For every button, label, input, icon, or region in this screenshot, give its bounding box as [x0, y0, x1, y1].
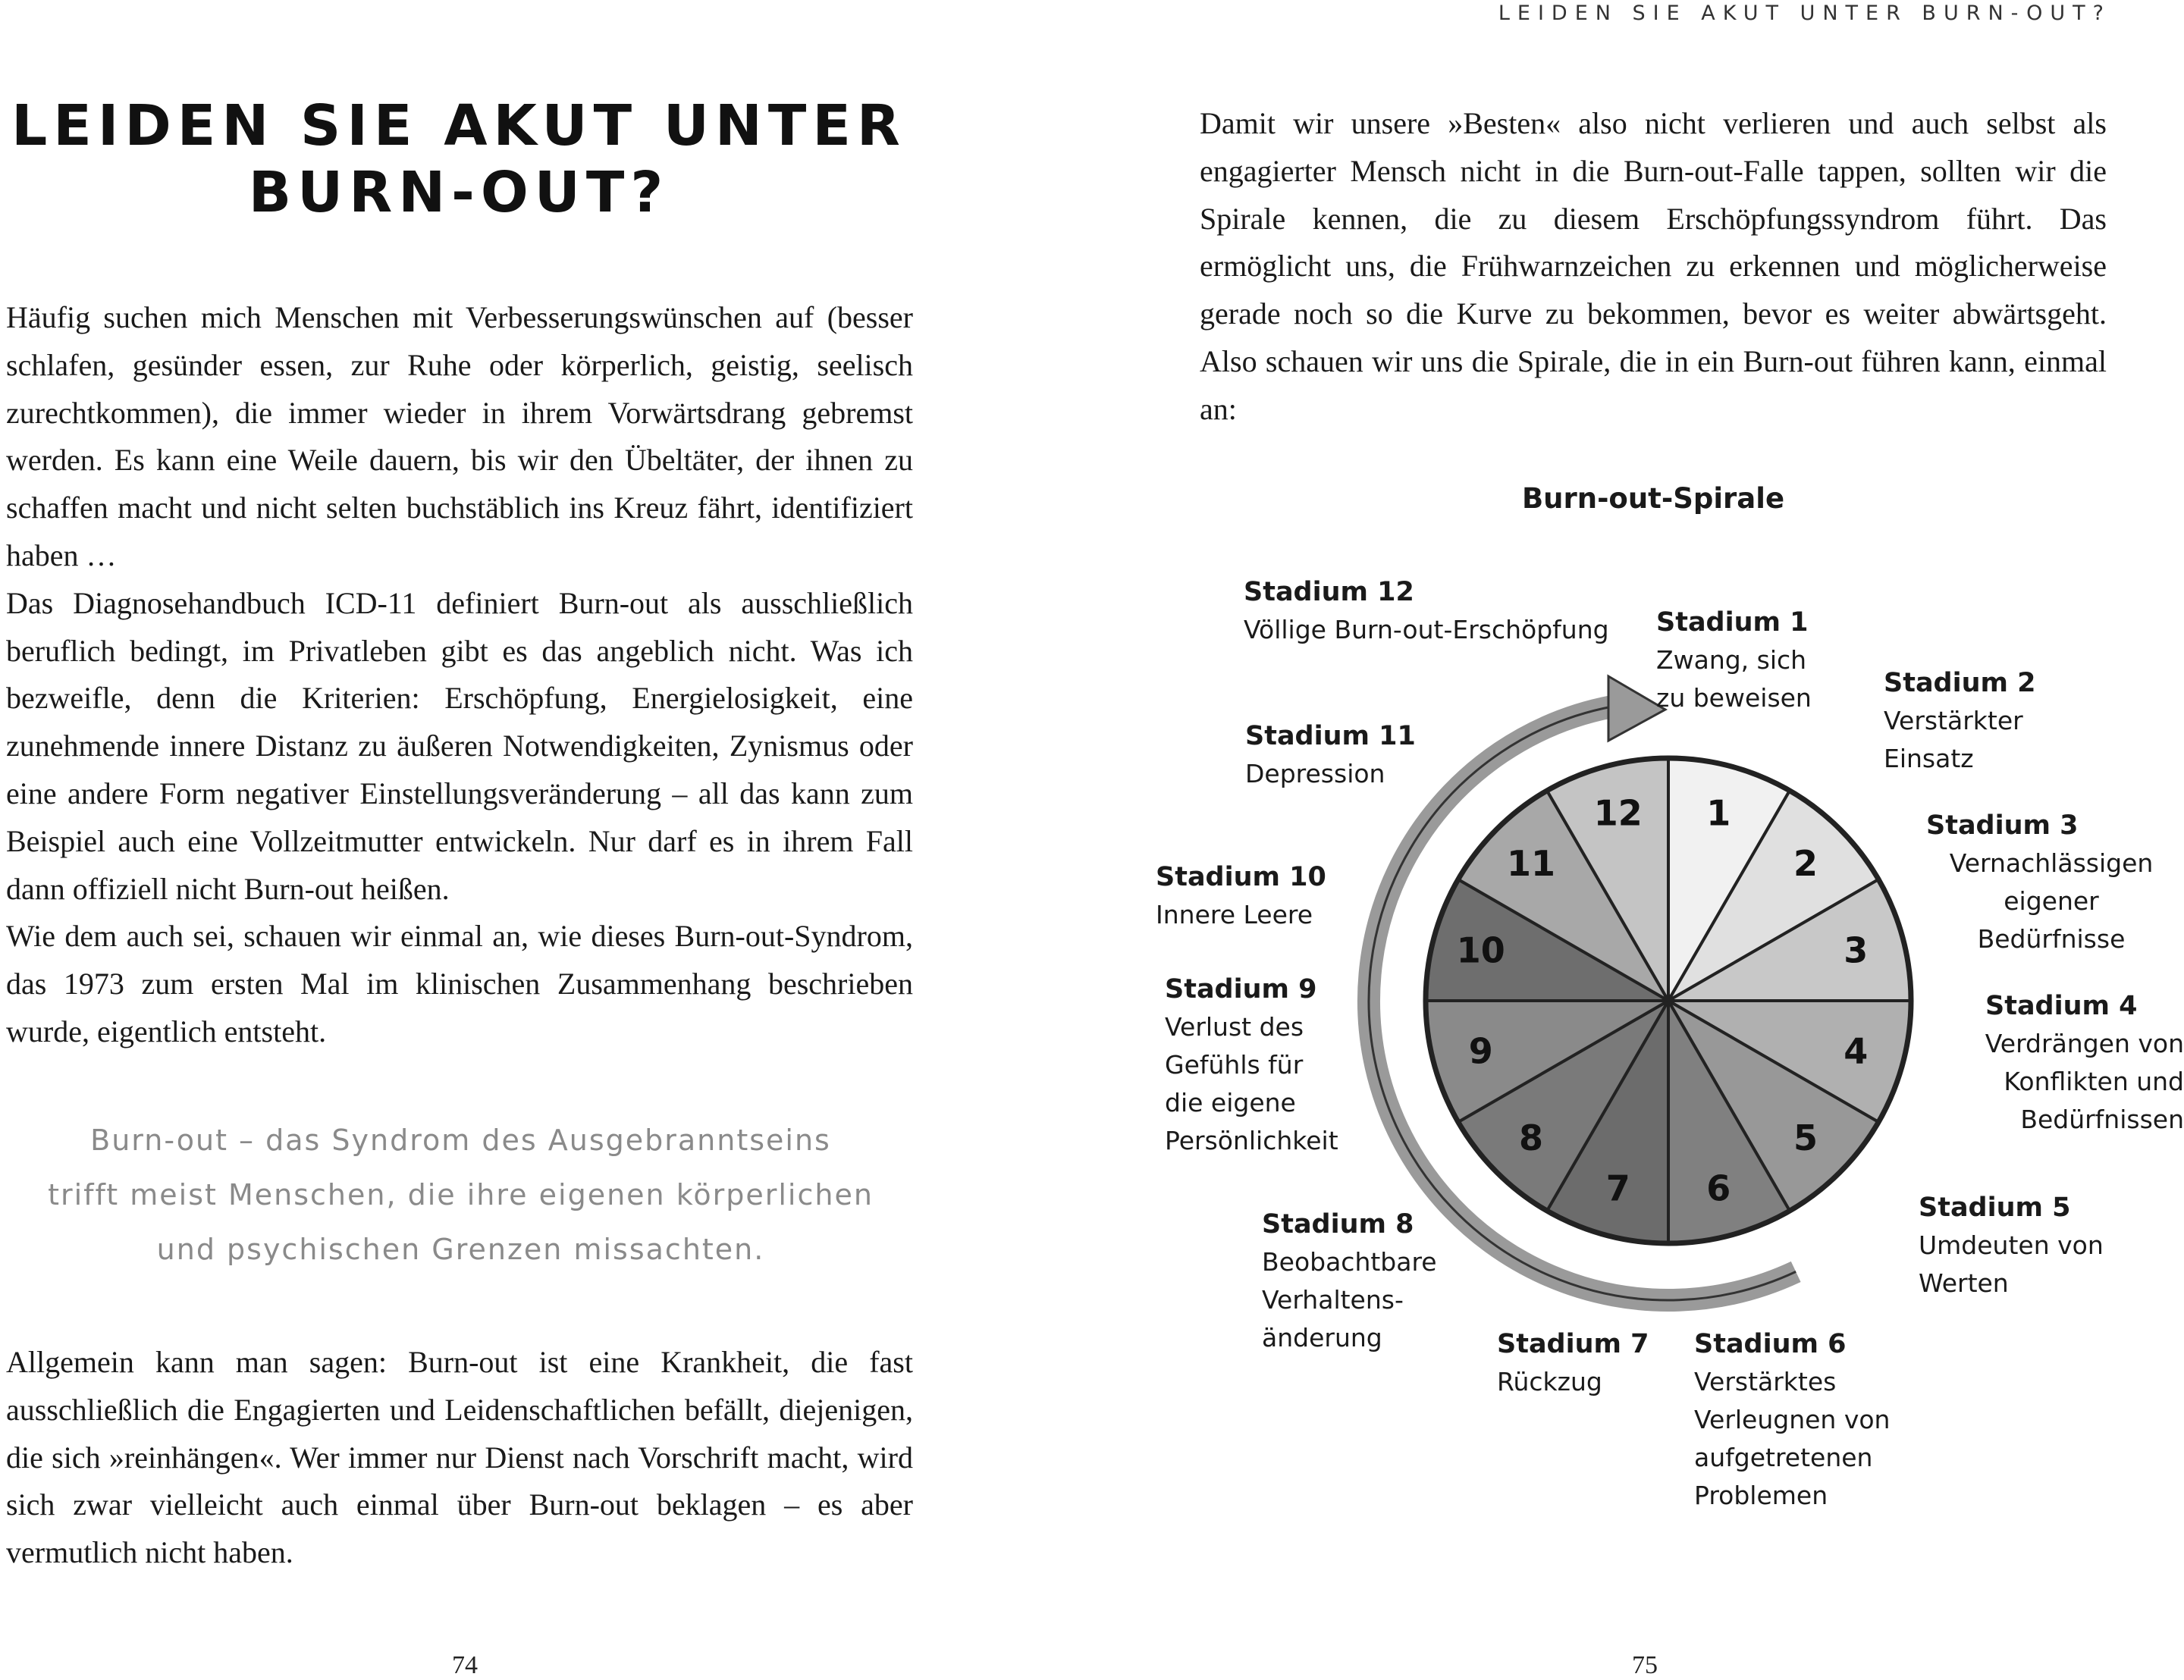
stage-3-desc-2: eigener — [2004, 886, 2099, 916]
page-number-left: 74 — [452, 1651, 478, 1679]
pull-quote-line-2: trifft meist Menschen, die ihre eigenen körperlichen — [48, 1178, 874, 1211]
stage-label-6 — [1694, 1325, 1890, 1515]
stage-9-desc-2: Gefühls für — [1165, 1050, 1304, 1080]
stage-9-name: Stadium 9 — [1165, 974, 1317, 1005]
right-paragraph-1: Damit wir unsere »Besten« also nicht verlieren und auch selbst als engagierter Mensch nicht in die Burn-out-Falle tappen, sollten wir die Spirale kennen, die zu diesem Erschöpfungssyndrom führt. Das ermöglicht uns, die Frühwarnzeichen zu erkennen und möglicherweise gerade noch so die Kurve zu bekommen, bevor es weiter abwärtsgeht. Also schauen wir uns die Spirale, die in ein Burn-out führen kann, einmal an: — [1200, 106, 2107, 426]
stage-8-desc-3: änderung — [1262, 1323, 1382, 1352]
wheel-segment-label-6: 6 — [1706, 1168, 1731, 1209]
left-paragraph-1: Häufig suchen mich Menschen mit Verbesserungswünschen auf (besser schlafen, gesünder essen, zur Ruhe oder körperlich, geistig, seelisch zurechtkommen), die immer wieder in ihrem Vorwärtsdrang gebremst werden. Es kann eine Weile dauern, bis wir den Übeltäter, der ihnen zu schaffen macht und nicht selten buchstäblich ins Kreuz fährt, identifiziert haben … — [6, 300, 913, 572]
stage-2-desc-1: Verstärkter — [1884, 706, 2023, 735]
stage-4-desc-2: Konflikten und — [2004, 1067, 2184, 1096]
stage-9-desc-1: Verlust des — [1165, 1012, 1304, 1042]
stage-6-desc-4: Problemen — [1694, 1481, 1828, 1510]
left-paragraph-3: Wie dem auch sei, schauen wir einmal an, wie dieses Burn-out-Syndrom, das 1973 zum ersten Mal im klinischen Zusammenhang beschrieben wurde, eigentlich entsteht. — [6, 919, 913, 1048]
right-body-block — [1200, 100, 2107, 434]
pull-quote-line-1: Burn-out – das Syndrom des Ausgebranntseins — [90, 1124, 831, 1157]
stage-7-desc-1: Rückzug — [1497, 1367, 1602, 1396]
left-paragraph-4: Allgemein kann man sagen: Burn-out ist eine Krankheit, die fast ausschließlich die Engagierten und Leidenschaftlichen befällt, diejenigen, die sich »reinhängen«. Wer immer nur Dienst nach Vorschrift macht, wird sich zwar vielleicht auch einmal über Burn-out beklagen – es aber vermutlich nicht haben. — [6, 1345, 913, 1570]
stage-2-name: Stadium 2 — [1884, 668, 2036, 698]
stage-4-name: Stadium 4 — [1985, 991, 2138, 1021]
left-paragraph-2: Das Diagnosehandbuch ICD-11 definiert Burn-out als ausschließlich beruflich bedingt, im Privatleben gibt es das angeblich nicht. Was ich bezweifle, denn die Kriterien: Erschöpfung, Energielosigkeit, eine zunehmende innere Distanz zu äußeren Notwendigkeiten, Zynismus oder eine andere Form negativer Einstellungsveränderung – all das kann zum Beispiel auch eine Vollzeitmutter entwickeln. Nur darf es in ihrem Fall dann offiziell nicht Burn-out heißen. — [6, 585, 913, 906]
page-title-line-2: BURN-OUT? — [248, 160, 670, 225]
stage-8-name: Stadium 8 — [1262, 1209, 1414, 1240]
stage-wheel — [1426, 758, 1911, 1243]
stage-10-desc-1: Innere Leere — [1156, 900, 1313, 929]
stage-9-desc-4: Persönlichkeit — [1165, 1126, 1338, 1155]
stage-6-desc-1: Verstärktes — [1694, 1367, 1837, 1396]
stage-label-1 — [1656, 603, 1812, 717]
left-body-block-1 — [6, 294, 913, 1056]
stage-1-name: Stadium 1 — [1656, 607, 1809, 638]
wheel-segment-label-9: 9 — [1468, 1030, 1493, 1072]
stage-6-name: Stadium 6 — [1694, 1329, 1847, 1359]
stage-12-desc-1: Völlige Burn-out-Erschöpfung — [1244, 615, 1609, 644]
stage-label-8 — [1262, 1205, 1437, 1357]
stage-label-11 — [1245, 717, 1416, 793]
stage-12-name: Stadium 12 — [1244, 577, 1414, 607]
wheel-segment-label-7: 7 — [1605, 1168, 1630, 1209]
wheel-segment-label-12: 12 — [1593, 792, 1643, 834]
stage-label-3 — [1926, 807, 2176, 958]
pull-quote-line-3: und psychischen Grenzen missachten. — [156, 1233, 765, 1266]
wheel-segment-label-10: 10 — [1456, 929, 1505, 971]
stage-11-desc-1: Depression — [1245, 759, 1385, 788]
stage-6-desc-2: Verleugnen von — [1694, 1405, 1891, 1434]
page-number-right: 75 — [1632, 1651, 1658, 1679]
stage-2-desc-2: Einsatz — [1884, 744, 1974, 773]
stage-label-5 — [1919, 1189, 2104, 1302]
stage-8-desc-1: Beobachtbare — [1262, 1247, 1437, 1277]
running-header: LEIDEN SIE AKUT UNTER BURN-OUT? — [1498, 2, 2111, 25]
wheel-segment-label-1: 1 — [1706, 792, 1731, 834]
stage-8-desc-2: Verhaltens- — [1262, 1285, 1404, 1315]
stage-label-9 — [1165, 970, 1338, 1160]
stage-7-name: Stadium 7 — [1497, 1329, 1649, 1359]
stage-5-name: Stadium 5 — [1919, 1193, 2071, 1223]
wheel-segment-label-8: 8 — [1518, 1117, 1543, 1159]
stage-5-desc-1: Umdeuten von — [1919, 1230, 2104, 1260]
wheel-segment-label-3: 3 — [1844, 929, 1869, 971]
stage-11-name: Stadium 11 — [1245, 721, 1416, 751]
stage-label-2 — [1884, 664, 2036, 778]
pull-quote — [0, 1113, 921, 1277]
stage-3-desc-1: Vernachlässigen — [1949, 848, 2154, 878]
left-body-block-2 — [6, 1339, 913, 1577]
stage-9-desc-3: die eigene — [1165, 1088, 1296, 1117]
stage-1-desc-2: zu beweisen — [1656, 683, 1812, 713]
stage-4-desc-3: Bedürfnissen — [2020, 1105, 2184, 1134]
stage-1-desc-1: Zwang, sich — [1656, 645, 1807, 675]
wheel-segment-label-5: 5 — [1793, 1117, 1818, 1159]
stage-3-name: Stadium 3 — [1926, 810, 2079, 841]
wheel-segment-label-11: 11 — [1506, 842, 1555, 884]
diagram-title: Burn-out-Spirale — [1521, 482, 1785, 515]
stage-10-name: Stadium 10 — [1156, 862, 1326, 892]
stage-3-desc-3: Bedürfnisse — [1977, 924, 2126, 954]
stage-4-desc-1: Verdrängen von — [1985, 1029, 2184, 1058]
stage-label-10 — [1156, 858, 1326, 934]
stage-6-desc-3: aufgetretenen — [1694, 1443, 1873, 1472]
stage-label-7 — [1497, 1325, 1649, 1401]
page-title — [0, 92, 918, 226]
stage-label-12 — [1244, 573, 1609, 649]
stage-label-4 — [1941, 987, 2184, 1139]
page-title-line-1: LEIDEN SIE AKUT UNTER — [11, 93, 906, 158]
wheel-segment-label-4: 4 — [1844, 1030, 1869, 1072]
stage-5-desc-2: Werten — [1919, 1268, 2009, 1298]
wheel-segment-label-2: 2 — [1793, 842, 1818, 884]
